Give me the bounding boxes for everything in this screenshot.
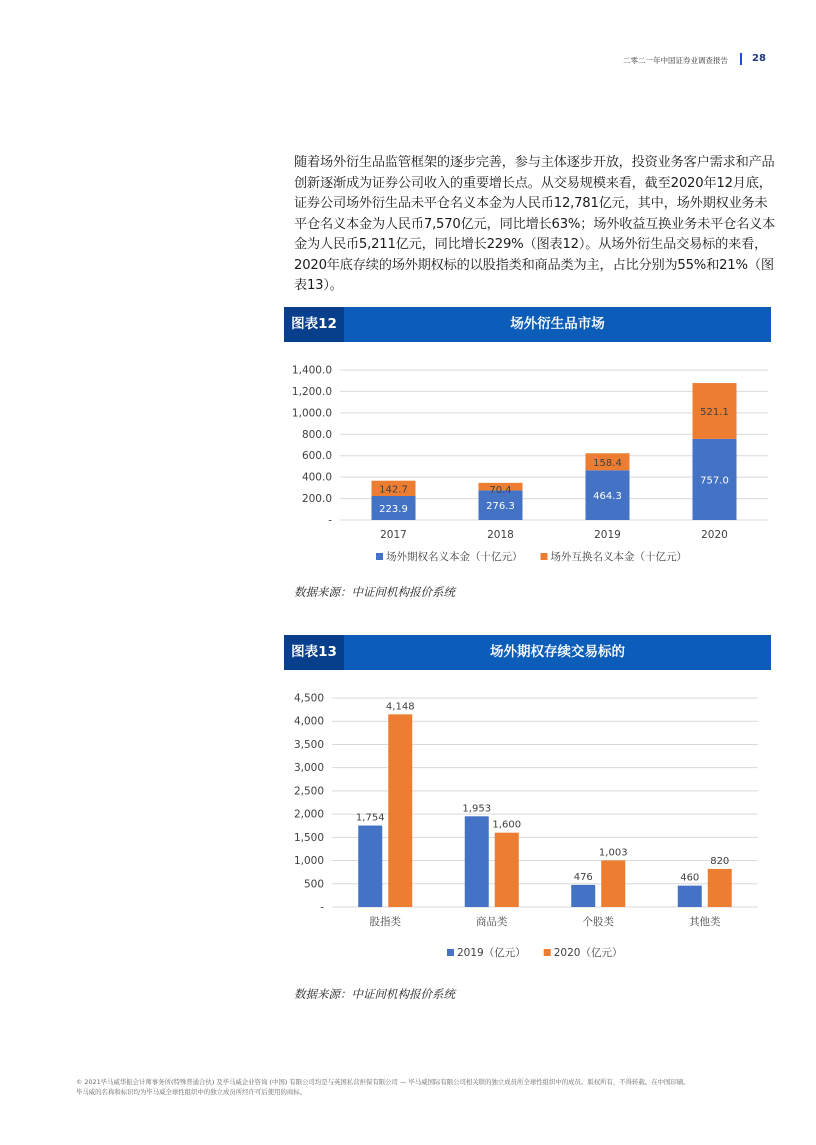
fig13-ytick-label: 1,000: [293, 855, 324, 868]
fig12-data-label: 521.1: [700, 406, 729, 418]
fig12-legend-swatch: [376, 553, 383, 560]
fig13-data-label: 1,600: [492, 819, 522, 831]
fig13-data-label: 1,754: [355, 812, 385, 824]
fig13-ytick-label: 1,500: [293, 831, 324, 844]
fig12-ytick-label: 1,400.0: [291, 364, 332, 377]
fig12-data-label: 276.3: [486, 501, 515, 513]
footer: [76, 1077, 776, 1097]
fig12-xtick-label: 2019: [594, 529, 621, 541]
fig12-ytick-label: 800.0: [301, 428, 332, 441]
fig13-ytick-label: 2,000: [293, 808, 324, 821]
figure13-banner: [284, 635, 771, 670]
fig13-bar: [571, 885, 595, 907]
figure13-source: 数据来源：中证间机构报价系统: [294, 987, 455, 1001]
fig13-ytick-label: 2,500: [293, 785, 324, 798]
report-title: 二零二一年中国证券业调查报告: [623, 56, 728, 65]
fig12-data-label: 464.3: [593, 491, 622, 503]
fig13-data-label: 460: [680, 872, 700, 884]
fig13-data-label: 1,953: [462, 803, 492, 815]
fig13-ytick-label: 4,000: [293, 715, 324, 728]
figure12-title: 场外衍生品市场: [510, 316, 605, 332]
fig13-data-label: 1,003: [598, 847, 628, 859]
fig12-data-label: 757.0: [700, 475, 729, 487]
figure12-chart: [284, 352, 771, 574]
fig13-bar: [708, 869, 732, 907]
fig12-ytick-label: 1,200.0: [291, 385, 332, 398]
fig13-ytick-label: -: [320, 901, 324, 914]
fig13-bar: [601, 860, 625, 907]
fig12-data-label: 223.9: [379, 504, 408, 516]
figure12-label: 图表12: [284, 307, 344, 342]
page-number: 28: [752, 53, 766, 64]
fig13-bar: [678, 886, 702, 907]
fig13-bar: [465, 816, 489, 907]
figure12-banner: [284, 307, 771, 342]
fig12-ytick-label: 1,000.0: [291, 407, 332, 420]
fig13-xtick-label: 个股类: [582, 916, 614, 928]
body-paragraph: 随着场外衍生品监管框架的逐步完善，参与主体逐步开放，投资业务客户需求和产品创新逐渐成为证券公司收入的重要增长点。从交易规模来看，截至2020年12月底，证券公司场外衍生品未平仓名义本金为人民币12,781亿元，其中，场外期权业务未平仓名义本金为人民币7,570亿元，同比增长63%；场外收益互换业务未平仓名义本金为人民币5,211亿元，同比增长229%（图表12）。从场外衍生品交易标的来看，2020年底存续的场外期权标的以股指类和商品类为主，占比分别为55%和21%（图表13）。: [294, 155, 776, 293]
fig13-data-label: 476: [573, 871, 593, 883]
figure13-title: 场外期权存续交易标的: [490, 644, 625, 660]
footer-trademark: 毕马威的名称和标识均为毕马威全球性组织中的独立成员所经许可后使用的商标。: [76, 1088, 307, 1096]
fig12-ytick-label: 200.0: [301, 493, 332, 506]
figure13-chart: [284, 680, 771, 970]
fig13-legend-label: 2019（亿元）: [457, 947, 526, 959]
figure13-label: 图表13: [284, 635, 344, 670]
fig12-ytick-label: 600.0: [301, 450, 332, 463]
fig13-xtick-label: 股指类: [369, 916, 401, 928]
fig13-legend-swatch: [544, 949, 551, 956]
fig12-data-label: 70.4: [489, 484, 512, 496]
fig12-data-label: 142.7: [379, 484, 408, 496]
fig12-xtick-label: 2018: [487, 529, 514, 541]
fig12-data-label: 158.4: [593, 457, 622, 469]
footer-copyright: © 2021毕马威华振会计师事务所(特殊普通合伙) 及毕马威企业咨询 (中国) 有限公司均是与英国私营担保有限公司 — 毕马威国际有限公司相关联的独立成员所全球性组织中的成员。版权所有，不得转载。在中国印刷。: [76, 1078, 690, 1086]
fig12-ytick-label: -: [328, 514, 332, 527]
fig12-xtick-label: 2017: [380, 529, 407, 541]
fig13-ytick-label: 4,500: [293, 692, 324, 705]
header-separator: [740, 53, 742, 65]
figure12-source: 数据来源：中证间机构报价系统: [294, 585, 455, 599]
fig12-xtick-label: 2020: [701, 529, 728, 541]
fig13-bar: [388, 714, 412, 907]
fig13-bar: [358, 826, 382, 907]
fig13-bar: [495, 833, 519, 907]
fig13-ytick-label: 3,500: [293, 738, 324, 751]
fig13-legend-label: 2020（亿元）: [553, 947, 623, 959]
fig12-legend-swatch: [541, 553, 548, 560]
fig13-ytick-label: 3,000: [293, 762, 324, 775]
fig13-xtick-label: 其他类: [689, 916, 721, 928]
fig13-ytick-label: 500: [303, 878, 324, 891]
fig13-legend-swatch: [447, 949, 454, 956]
fig12-legend-label: 场外互换名义本金（十亿元）: [550, 551, 687, 563]
fig13-data-label: 4,148: [385, 701, 415, 713]
fig12-legend-label: 场外期权名义本金（十亿元）: [386, 551, 523, 563]
fig13-data-label: 820: [710, 855, 730, 867]
fig12-ytick-label: 400.0: [301, 471, 332, 484]
fig13-xtick-label: 商品类: [476, 916, 508, 928]
